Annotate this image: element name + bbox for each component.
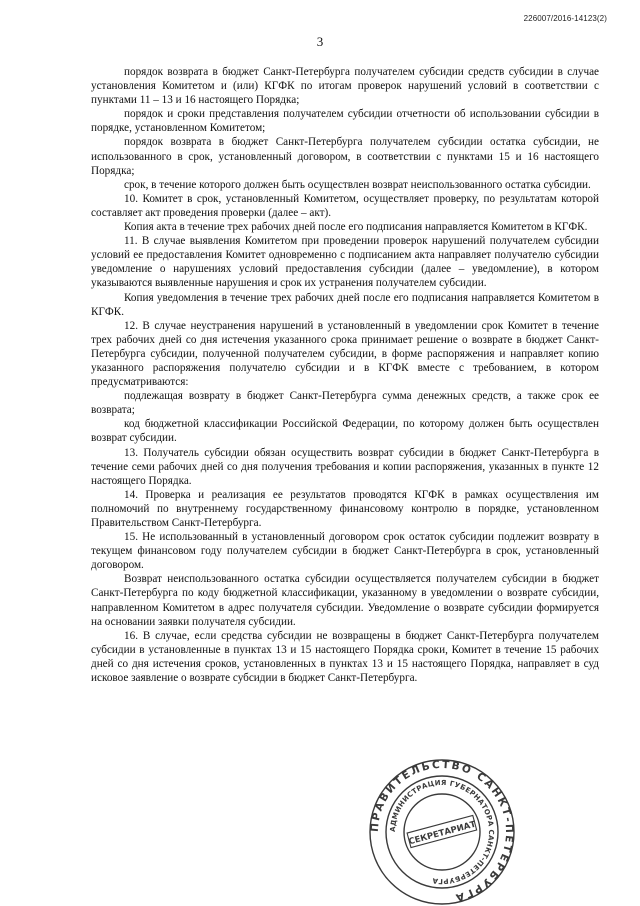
paragraph-item-12: 12. В случае неустранения нарушений в установленный в уведомлении срок Комитет в течение трех рабочих дней со дня истечения указанного срока принимает решение о возврате в бюджет Санкт-Петербурга субсидии, полученной получателем субсидии, в форме распоряжения и направляет копию указанного распоряжения получателю субсидии и в КГФК вместе с требованием, в котором предусматриваются:: [91, 319, 599, 389]
paragraph-return-procedure: порядок возврата в бюджет Санкт-Петербурга получателем субсидии средств субсидии в случае установления Комитетом и (или) КГФК по итогам проверок нарушений условий в соответствии с пунктами 11 – 13 и 16 настоящего Порядка;: [91, 66, 599, 107]
document-id: 226007/2016-14123(2): [523, 14, 607, 23]
paragraph-act-copy: Копия акта в течение трех рабочих дней после его подписания направляется Комитетом в КГФК.: [124, 221, 588, 234]
paragraph-budget-code: код бюджетной классификации Российской Федерации, по которому должен быть осуществлен возврат субсидии.: [91, 418, 599, 445]
paragraph-item-11: 11. В случае выявления Комитетом при проведении проверок нарушений получателем субсидии условий ее предоставления Комитет одновременно с подписанием акта направляет получателю субсидии уведомление о нарушениях условий предоставления субсидии (далее – уведомление), в котором указываются выявленные нарушения и срок их устранения получателем субсидии.: [91, 235, 599, 290]
paragraph-item-14: 14. Проверка и реализация ее результатов проводятся КГФК в рамках осуществления им полномочий по внутреннему государственному финансовому контролю в порядке, установленном Правительством Санкт-Петербурга.: [91, 488, 599, 529]
document-body: [91, 65, 599, 685]
paragraph-item-10: 10. Комитет в срок, установленный Комитетом, осуществляет проверку, по результатам которой составляет акт проведения проверки (далее – акт).: [91, 192, 599, 219]
paragraph-unused-return: Возврат неиспользованного остатка субсидии осуществляется получателем субсидии в бюджет Санкт-Петербурга по коду бюджетной классификации, указанному в уведомлении о возврате субсидии, направленном Комитетом в адрес получателя субсидии. Уведомление о возврате субсидии формируется на основании заявки получателя субсидии.: [91, 573, 599, 628]
official-seal: [368, 758, 516, 906]
seal-center-text: СЕКРЕТАРИАТ: [407, 819, 478, 848]
paragraph-reporting-procedure: порядок и сроки представления получателем субсидии отчетности об использовании субсидии в порядке, установленном Комитетом;: [91, 108, 599, 135]
paragraph-amount-due: подлежащая возврату в бюджет Санкт-Петербурга сумма денежных средств, а также срок ее возврата;: [91, 390, 599, 417]
paragraph-remainder-return: порядок возврата в бюджет Санкт-Петербурга получателем субсидии остатка субсидии, не использованного в срок, установленный договором, в соответствии с пунктами 15 и 16 настоящего Порядка;: [91, 136, 599, 177]
paragraph-item-13: 13. Получатель субсидии обязан осуществить возврат субсидии в бюджет Санкт-Петербурга в течение семи рабочих дней со дня получения требования и копии распоряжения, указанных в пункте 12 настоящего Порядка.: [91, 446, 599, 487]
paragraph-return-term: срок, в течение которого должен быть осуществлен возврат неиспользованного остатка субсидии.: [124, 178, 591, 191]
paragraph-item-16: 16. В случае, если средства субсидии не возвращены в бюджет Санкт-Петербурга получателем субсидии в установленные в пунктах 13 и 15 настоящего Порядка сроки, Комитет в течение 15 рабочих дней со дня истечения сроков, установленных в пунктах 13 и 15 настоящего Порядка, направляет в суд исковое заявление о возврате субсидии в бюджет Санкт-Петербурга.: [91, 629, 599, 685]
seal-inner-text: АДМИНИСТРАЦИЯ ГУБЕРНАТОРА САНКТ-ПЕТЕРБУРГА: [388, 778, 496, 886]
paragraph-item-15: 15. Не использованный в установленный договором срок остаток субсидии подлежит возврату в текущем финансовом году получателем субсидии в бюджет Санкт-Петербурга в срок, установленный договором.: [91, 531, 599, 572]
page-number: 3: [316, 34, 324, 49]
paragraph-notice-copy: Копия уведомления в течение трех рабочих дней после его подписания направляется Комитетом в КГФК.: [91, 291, 599, 318]
seal-outer-text: ПРАВИТЕЛЬСТВО САНКТ-ПЕТЕРБУРГА: [368, 758, 516, 904]
